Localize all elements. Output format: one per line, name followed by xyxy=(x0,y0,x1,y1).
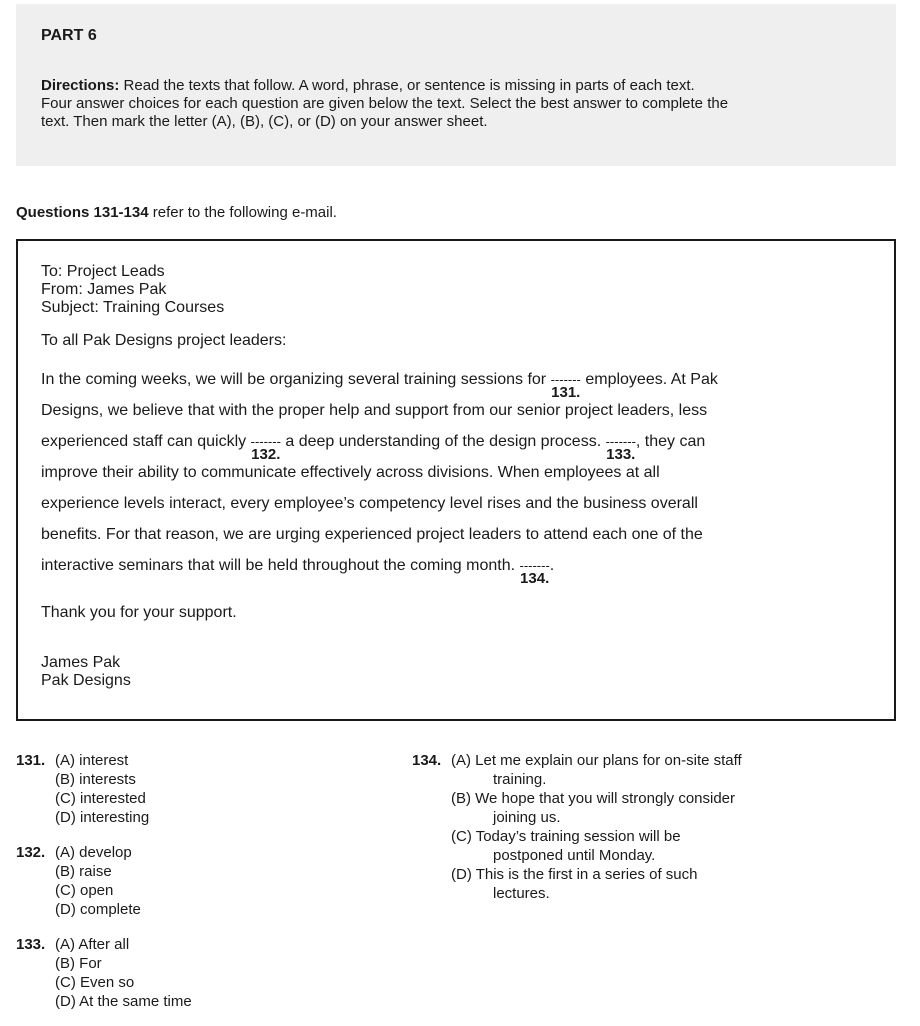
option-a[interactable] xyxy=(451,751,742,789)
text-segment: experienced staff can quickly xyxy=(41,433,251,450)
email-body-line: Designs, we believe that with the proper help and support from our senior project leaders, less xyxy=(41,402,708,419)
option-b[interactable] xyxy=(451,789,742,827)
option-d[interactable]: (D) At the same time xyxy=(55,993,192,1010)
question-number: 131. xyxy=(16,752,46,769)
text-segment: a deep understanding of the design process. xyxy=(280,433,606,450)
email-from: From: James Pak xyxy=(41,281,167,298)
answer-options xyxy=(55,843,141,919)
option-b[interactable]: (B) interests xyxy=(55,771,136,788)
blank-134 xyxy=(519,557,550,587)
email-to: To: Project Leads xyxy=(41,263,165,280)
option-c[interactable] xyxy=(451,827,742,865)
email-body-line: improve their ability to communicate effectively across divisions. When employees at all xyxy=(41,464,660,481)
text-segment: , they can xyxy=(635,433,706,450)
text-segment: interactive seminars that will be held throughout the coming month. xyxy=(41,557,520,574)
blank-number: 132. xyxy=(251,446,281,463)
email-header xyxy=(41,263,224,317)
blank-dashes: ------- xyxy=(519,558,550,573)
option-a[interactable]: (A) After all xyxy=(55,936,130,953)
email-signature xyxy=(41,654,131,690)
blank-number: 133. xyxy=(606,446,636,463)
text-segment: employees. At Pak xyxy=(580,371,718,388)
option-a[interactable]: (A) interest xyxy=(55,752,129,769)
option-d[interactable]: (D) complete xyxy=(55,901,141,918)
blank-number: 131. xyxy=(551,384,581,401)
option-d[interactable] xyxy=(451,865,742,903)
email-body-line xyxy=(41,371,718,401)
option-c-line-2: postponed until Monday. xyxy=(493,847,656,864)
option-c-line-1: (C) Today’s training session will be xyxy=(451,828,681,845)
part-title: PART 6 xyxy=(41,27,97,44)
blank-dashes: ------- xyxy=(250,434,281,449)
directions-line-2: Four answer choices for each question are given below the text. Select the best answer to complete the xyxy=(41,95,729,112)
signature-name: James Pak xyxy=(41,654,121,671)
option-b-line-2: joining us. xyxy=(493,809,561,826)
questions-intro xyxy=(16,204,337,221)
option-b[interactable]: (B) raise xyxy=(55,863,112,880)
email-body-line xyxy=(41,557,555,587)
option-d[interactable]: (D) interesting xyxy=(55,809,150,826)
email-body-line xyxy=(41,433,706,463)
option-d-line-2: lectures. xyxy=(493,885,550,902)
blank-132 xyxy=(250,433,281,463)
email-passage xyxy=(16,239,896,721)
option-c[interactable]: (C) open xyxy=(55,882,114,899)
blank-dashes: ------- xyxy=(605,434,636,449)
answer-options xyxy=(55,751,149,827)
text-segment: . xyxy=(549,557,555,574)
email-subject: Subject: Training Courses xyxy=(41,299,225,316)
directions-label: Directions: xyxy=(41,77,120,94)
directions-line-3: text. Then mark the letter (A), (B), (C), or (D) on your answer sheet. xyxy=(41,113,488,130)
signature-company: Pak Designs xyxy=(41,672,131,689)
blank-131 xyxy=(550,371,581,401)
option-a-line-1: (A) Let me explain our plans for on-site staff xyxy=(451,752,742,769)
blank-number: 134. xyxy=(520,570,550,587)
directions-line-1: Read the texts that follow. A word, phrase, or sentence is missing in parts of each text. xyxy=(119,77,695,94)
question-number: 133. xyxy=(16,936,46,953)
email-salutation: To all Pak Designs project leaders: xyxy=(41,332,287,349)
option-b-line-1: (B) We hope that you will strongly consider xyxy=(451,790,736,807)
blank-dashes: ------- xyxy=(550,372,581,387)
directions-text xyxy=(41,77,801,131)
answer-options xyxy=(55,935,192,1011)
question-number: 134. xyxy=(412,752,442,769)
questions-range: Questions 131-134 xyxy=(16,204,149,221)
question-number: 132. xyxy=(16,844,46,861)
email-body-line: experience levels interact, every employee’s competency level rises and the business overall xyxy=(41,495,698,512)
questions-intro-rest: refer to the following e-mail. xyxy=(148,204,337,221)
option-c[interactable]: (C) interested xyxy=(55,790,146,807)
blank-133 xyxy=(605,433,636,463)
email-body-line: benefits. For that reason, we are urging experienced project leaders to attend each one of the xyxy=(41,526,703,543)
email-closing: Thank you for your support. xyxy=(41,604,237,621)
text-segment: In the coming weeks, we will be organizing several training sessions for xyxy=(41,371,551,388)
answer-options xyxy=(451,751,742,903)
directions-panel xyxy=(16,4,896,166)
option-d-line-1: (D) This is the first in a series of such xyxy=(451,866,698,883)
option-a[interactable]: (A) develop xyxy=(55,844,132,861)
option-b[interactable]: (B) For xyxy=(55,955,102,972)
option-a-line-2: training. xyxy=(493,771,547,788)
option-c[interactable]: (C) Even so xyxy=(55,974,135,991)
